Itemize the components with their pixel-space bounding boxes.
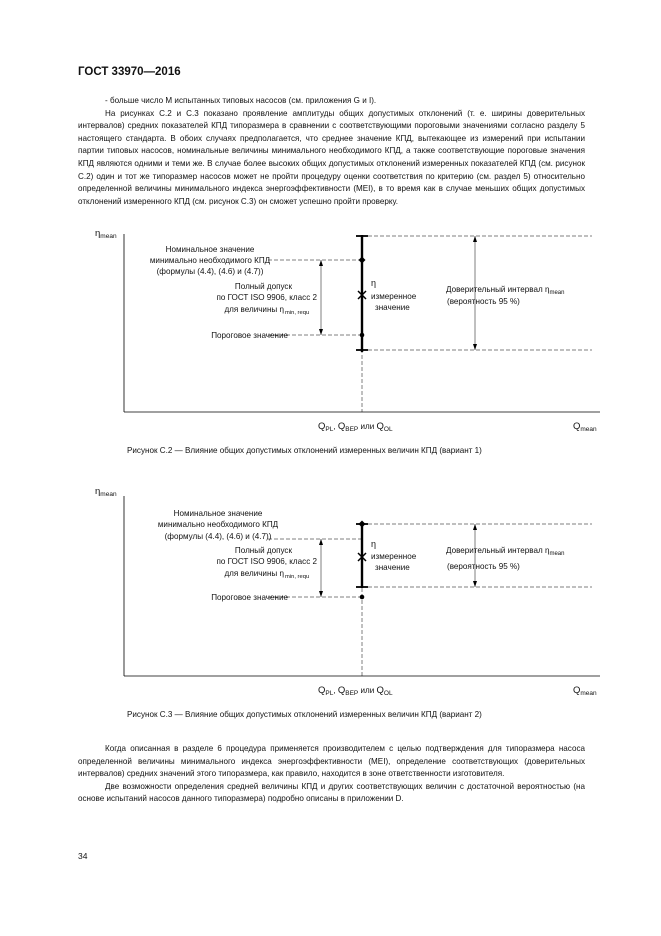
q-labels: $Q_{PL}$, $Q_{BEP}$ или $Q_{OL}$ <box>318 421 393 433</box>
arrow-up <box>319 260 323 266</box>
figure-c3-caption: Рисунок С.3 — Влияние общих допустимых отклонений измеренных величин КПД (вариант 2) <box>127 710 482 719</box>
confidence-label-2: (вероятность 95 %) <box>447 562 520 571</box>
figure-c2 <box>0 222 661 437</box>
nominal-label-2: минимально необходимого КПД <box>157 520 279 529</box>
measured-label-1: измеренное <box>371 292 417 301</box>
tolerance-label-3: для величины η <box>224 305 284 314</box>
x-axis-label: $Q_{mean}$ <box>573 685 597 697</box>
arrow-up <box>319 539 323 545</box>
measured-label-1: измеренное <box>371 552 417 561</box>
intro-list-item: - больше число M испытанных типовых насосов (см. приложения G и I). <box>105 96 377 105</box>
q-labels: $Q_{PL}$, $Q_{BEP}$ или $Q_{OL}$ <box>318 685 393 697</box>
nominal-label-1: Номинальное значение <box>165 245 255 254</box>
tolerance-label-3: для величины η <box>224 569 284 578</box>
y-axis-label: $\eta_{mean}$ <box>95 486 117 498</box>
confidence-label-2: (вероятность 95 %) <box>447 297 520 306</box>
tolerance-label-1: Полный допуск <box>234 546 292 555</box>
x-axis-label: $Q_{mean}$ <box>573 421 597 433</box>
threshold-dot <box>360 333 365 338</box>
tolerance-sub: min, requ <box>285 574 310 580</box>
arrow-down <box>473 581 477 587</box>
outro-paragraph: Когда описанная в разделе 6 процедура применяется производителем с целью подтверждения для типоразмера насоса определенной величины минимального индекса энергоэффективности (МЕI), определение соответствующих (доверительных интервалов) средних значений этого типоразмера, как правило, находится в зоне ответственности изготовителя. <box>78 744 585 779</box>
tolerance-label-2: по ГОСТ ISO 9906, класс 2 <box>216 293 317 302</box>
nominal-label-1: Номинальное значение <box>173 509 263 518</box>
arrow-up <box>473 236 477 242</box>
arrow-down <box>319 591 323 597</box>
tolerance-label-1: Полный допуск <box>234 282 292 291</box>
figure-c3 <box>0 486 661 701</box>
document-header: ГОСТ 33970—2016 <box>78 66 181 78</box>
nominal-label-3: (формулы (4.4), (4.6) и (4.7)) <box>164 532 272 541</box>
y-axis-label: $\eta_{mean}$ <box>95 228 117 240</box>
tolerance-sub: min, requ <box>285 310 310 316</box>
outro-paragraph: Две возможности определения средней величины КПД и других соответствующих величин с достаточной вероятностью (на основе испытаний насосов данного типоразмера) подробно описаны в приложении D. <box>78 781 585 804</box>
eta-symbol: η <box>371 278 377 288</box>
intro-paragraph: На рисунках С.2 и С.3 показано проявление амплитуды общих допустимых отклонений (т. е. ширины доверительных интервалов) средних показателей КПД типоразмера в сравнении с соответствующими пороговыми значениями согласно разделу 5 настоящего стандарта. В обоих случаях предполагается, что среднее значение КПД, вытекающее из измерений при испытании партии типовых насосов, номинальные величины минимального необходимого КПД, а также соответствующие пороговые значения КПД являются одними и теми же. В случае более высоких общих допустимых отклонений измеренных показателей КПД (см. рисунок С.2) один и тот же типоразмер насосов может не пройти процедуру оценки соответствия по критерию (см. раздел 5) относительно определенной величины минимального индекса энергоэффективности (МЕI), в то время как в случае меньших общих допустимых отклонений измеренного КПД (см. рисунок С.3) он сможет успешно пройти проверку. <box>78 108 585 206</box>
measured-label-2: значение <box>375 303 410 312</box>
nominal-diamond <box>359 521 366 528</box>
nominal-diamond <box>359 257 366 264</box>
nominal-label-3: (формулы (4.4), (4.6) и (4.7)) <box>156 267 264 276</box>
figure-c2-caption: Рисунок С.2 — Влияние общих допустимых отклонений измеренных величин КПД (вариант 1) <box>127 446 482 455</box>
threshold-label: Пороговое значение <box>211 593 288 602</box>
measured-label-2: значение <box>375 563 410 572</box>
arrow-up <box>473 524 477 530</box>
confidence-label-1: Доверительный интервал $\eta_{mean}$ <box>446 546 565 557</box>
threshold-dot <box>360 595 365 600</box>
tolerance-label-2: по ГОСТ ISO 9906, класс 2 <box>216 557 317 566</box>
page-number: 34 <box>78 851 88 861</box>
threshold-label: Пороговое значение <box>211 331 288 340</box>
outro-text <box>78 743 585 806</box>
arrow-down <box>473 344 477 350</box>
arrow-down <box>319 329 323 335</box>
confidence-label-1: Доверительный интервал $\eta_{mean}$ <box>446 285 565 296</box>
intro-text <box>78 95 585 208</box>
eta-symbol: η <box>371 539 377 549</box>
nominal-label-2: минимально необходимого КПД <box>149 256 271 265</box>
